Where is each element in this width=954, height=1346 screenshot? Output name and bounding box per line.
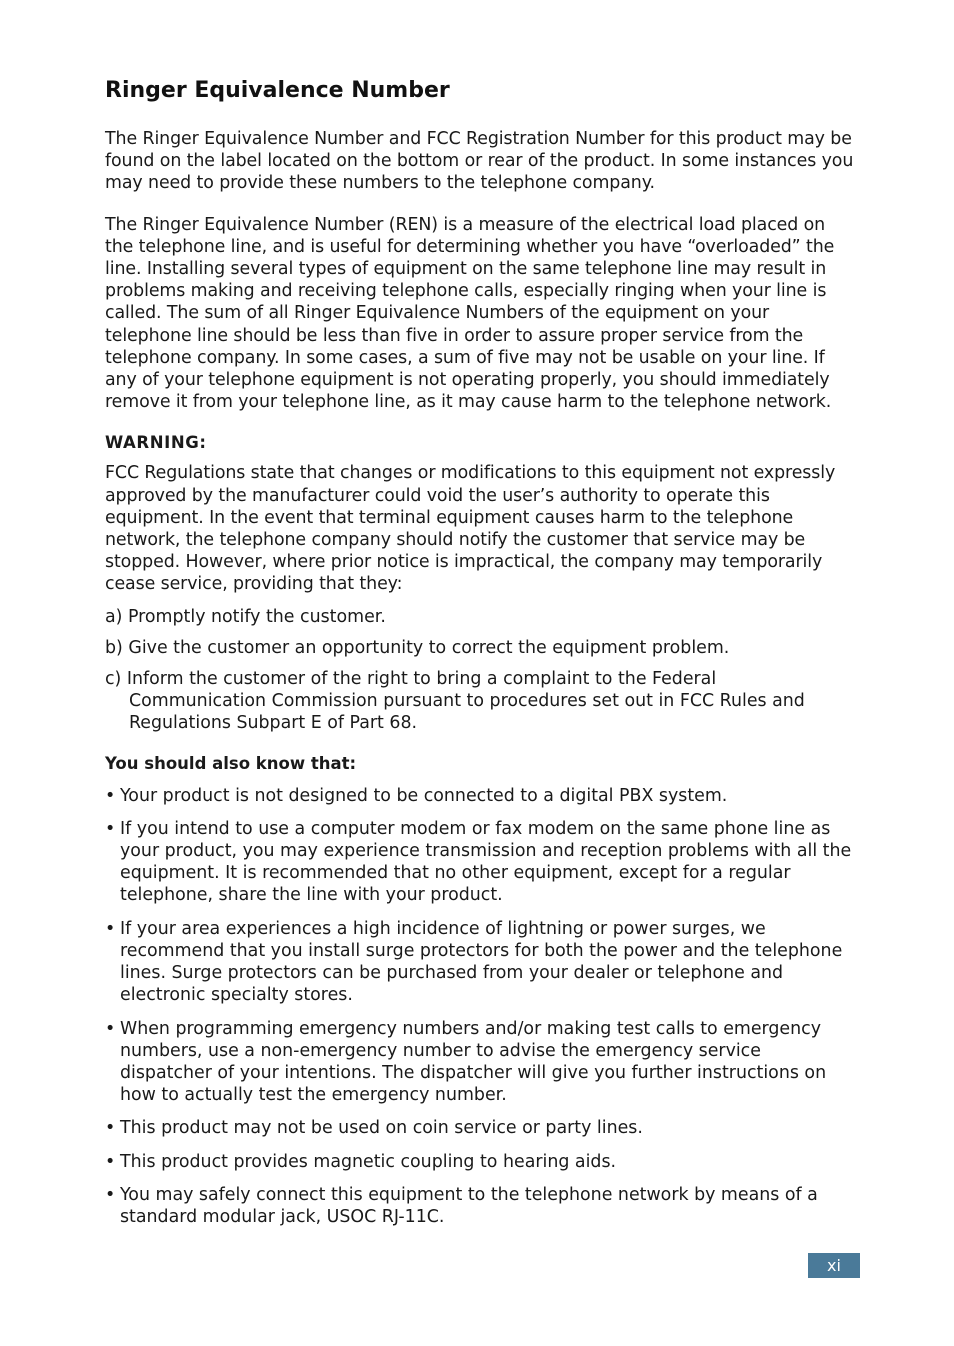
bullet-icon: •: [105, 818, 116, 839]
warning-body: FCC Regulations state that changes or modifications to this equipment not expressly approved by the manufacturer could void the user’s authority to operate this equipment. In the event that terminal equipment causes harm to the telephone network, the telephone company should notify the customer that service may be stopped. However, where prior notice is impractical, the company may temporarily cease service, providing that they:: [105, 463, 836, 595]
bullet-icon: •: [105, 918, 116, 939]
warning-list-item: c) Inform the customer of the right to bring a complaint to the Federal Communication Commission pursuant to procedures set out in FCC Rules and Regulations Subpart E of Part 68.: [105, 669, 805, 734]
know-list-item: [105, 1018, 855, 1107]
know-list: [105, 785, 855, 1228]
warning-heading: WARNING:: [105, 433, 207, 453]
know-list-item: [105, 1117, 855, 1139]
know-list-item-text: You may safely connect this equipment to the telephone network by means of a standard modular jack, USOC RJ-11C.: [120, 1184, 818, 1227]
know-list-item: [105, 1151, 855, 1173]
know-list-item: [105, 918, 855, 1007]
know-list-item: [105, 1184, 855, 1228]
know-list-item-text: Your product is not designed to be connected to a digital PBX system.: [120, 785, 728, 806]
warning-list-item: a) Promptly notify the customer.: [105, 606, 386, 627]
bullet-icon: •: [105, 1018, 116, 1039]
warning-list-item: b) Give the customer an opportunity to correct the equipment problem.: [105, 637, 730, 658]
know-list-item-text: If your area experiences a high incidence of lightning or power surges, we recommend that you install surge protectors for both the power and the telephone lines. Surge protectors can be purchased from your dealer or telephone and electronic specialty stores.: [120, 918, 843, 1006]
bullet-icon: •: [105, 785, 116, 806]
know-list-item: [105, 818, 855, 907]
document-page: [105, 76, 855, 1239]
intro-paragraph: The Ringer Equivalence Number and FCC Registration Number for this product may be found on the label located on the bottom or rear of the product. In some instances you may need to provide these numbers to the telephone company.: [105, 129, 854, 194]
bullet-icon: •: [105, 1118, 116, 1139]
know-heading: You should also know that:: [105, 753, 357, 773]
bullet-icon: •: [105, 1184, 116, 1205]
know-list-item-text: This product provides magnetic coupling to hearing aids.: [120, 1151, 617, 1172]
know-list-item: [105, 785, 855, 807]
bullet-icon: •: [105, 1151, 116, 1172]
warning-list: [105, 606, 855, 735]
ren-paragraph: The Ringer Equivalence Number (REN) is a measure of the electrical load placed on the telephone line, and is useful for determining whether you have “overloaded” the line. Installing several types of equipment on the same telephone line may result in problems making and receiving telephone calls, especially ringing when your line is called. The sum of all Ringer Equivalence Numbers of the equipment on your telephone line should be less than five in order to assure proper service from the telephone company. In some cases, a sum of five may not be usable on your line. If any of your telephone equipment is not operating properly, you should immediately remove it from your telephone line, as it may cause harm to the telephone network.: [105, 214, 835, 413]
page-title: Ringer Equivalence Number: [105, 78, 450, 103]
know-list-item-text: This product may not be used on coin service or party lines.: [120, 1118, 643, 1139]
know-list-item-text: If you intend to use a computer modem or fax modem on the same phone line as your product, you may experience transmission and reception problems with all the equipment. It is recommended that no other equipment, except for a regular telephone, share the line with your product.: [120, 818, 852, 906]
page-number-badge: xi: [808, 1253, 860, 1278]
know-list-item-text: When programming emergency numbers and/or making test calls to emergency numbers, use a non-emergency number to advise the emergency service dispatcher of your intentions. The dispatcher will give you further instructions on how to actually test the emergency number.: [120, 1018, 827, 1106]
